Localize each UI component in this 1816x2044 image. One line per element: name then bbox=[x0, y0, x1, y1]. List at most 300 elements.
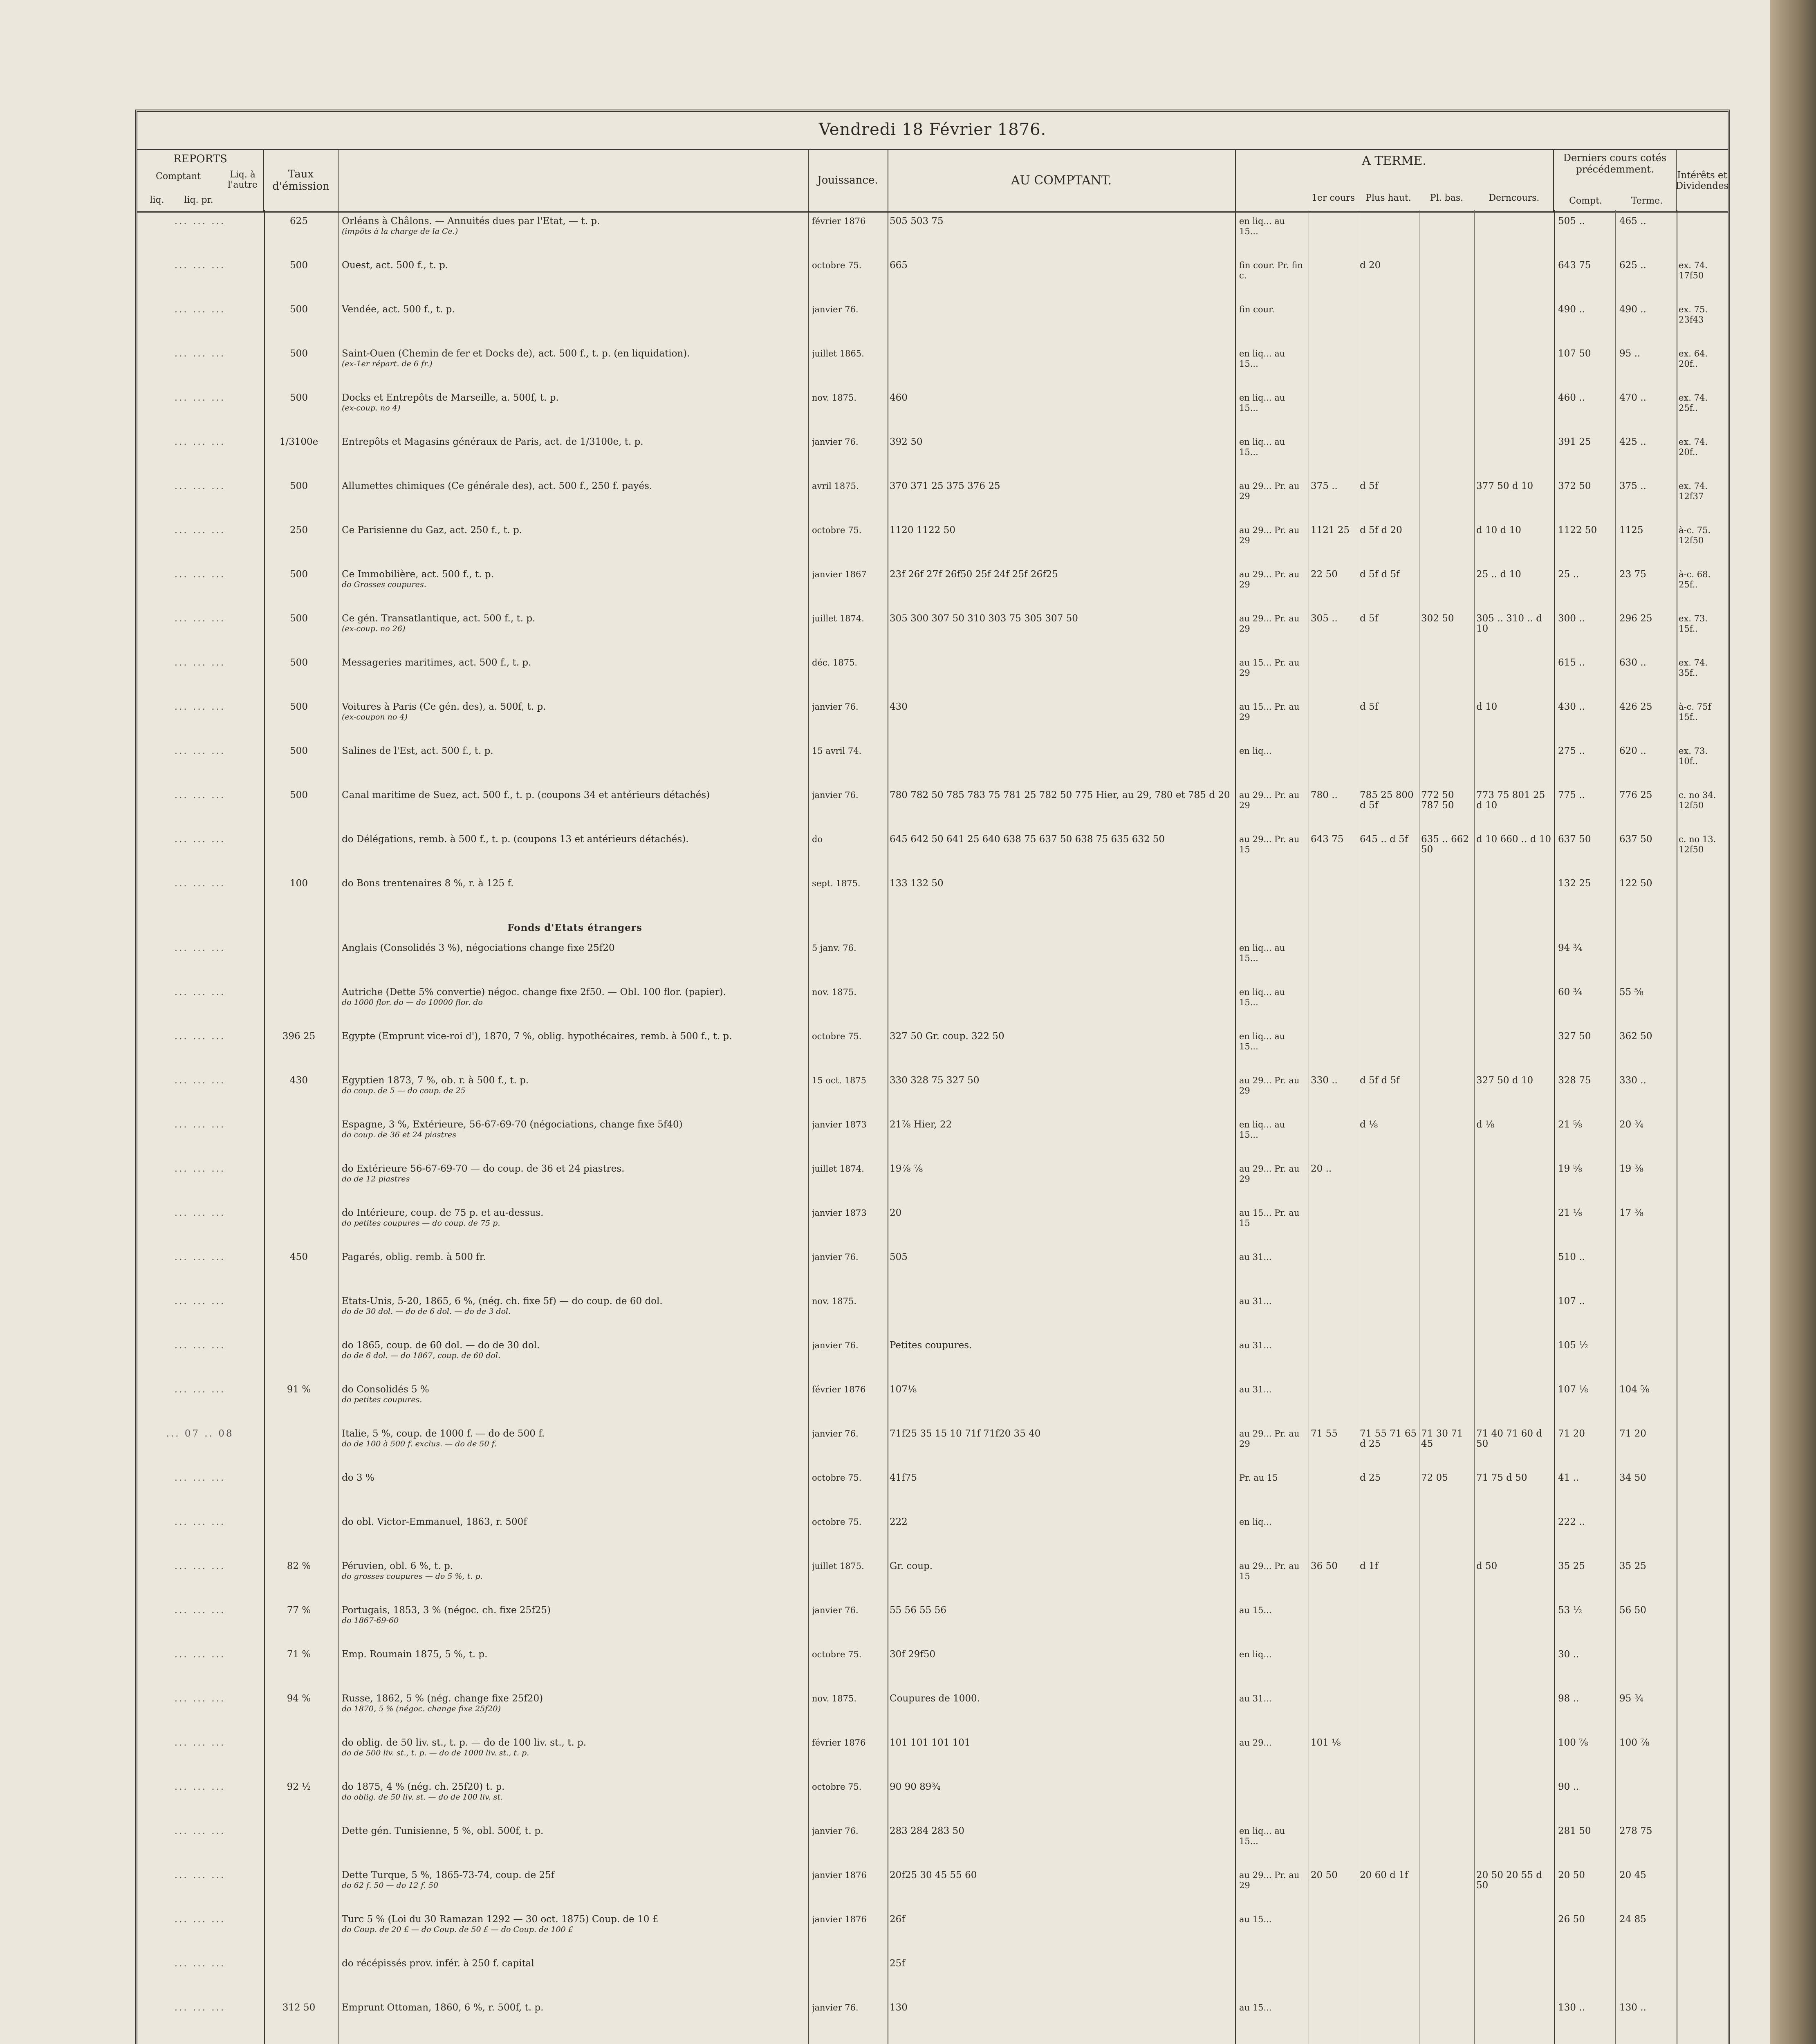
reports-cell: ... ... ... bbox=[174, 305, 226, 315]
jouissance-cell: janvier 1876 bbox=[812, 1870, 867, 1880]
description-cell bbox=[342, 2003, 808, 2044]
prev-comptant-cell: 71 20 bbox=[1558, 1429, 1585, 1439]
high-price-cell bbox=[1360, 1031, 1417, 1076]
security-name: do oblig. de 50 liv. st., t. p. — do de 100 liv. st., t. p. bbox=[342, 1738, 587, 1748]
terme-cell: en liq... au 15... bbox=[1239, 1826, 1285, 1846]
last-price-cell bbox=[1476, 1031, 1554, 1076]
low-price-cell bbox=[1421, 1208, 1472, 1252]
taux-cell: 500 bbox=[290, 746, 308, 756]
dividend-cell: ex. 74. 35f.. bbox=[1679, 658, 1708, 678]
dividend-cell bbox=[1679, 1076, 1726, 1120]
prev-comptant-cell: 105 ½ bbox=[1558, 1340, 1588, 1351]
low-price-cell bbox=[1421, 260, 1472, 305]
reports-cell: ... ... ... bbox=[174, 1826, 226, 1836]
dividend-cell bbox=[1679, 1031, 1726, 1076]
comptant-cell: 20f25 30 45 55 60 bbox=[890, 1870, 977, 1880]
prev-comptant-cell: 505 .. bbox=[1558, 216, 1585, 226]
comptant-cell: 25f bbox=[890, 1959, 905, 1969]
reports-cell: ... ... ... bbox=[174, 481, 226, 491]
high-price-cell bbox=[1360, 1252, 1417, 1296]
last-price-cell bbox=[1476, 1605, 1554, 1650]
high-price-cell bbox=[1360, 746, 1417, 790]
high-price-cell bbox=[1360, 1340, 1417, 1385]
last-price-cell bbox=[1476, 746, 1554, 790]
dividend-cell bbox=[1679, 1650, 1726, 1694]
prev-comptant-cell: 41 .. bbox=[1558, 1473, 1579, 1483]
reports-cell: ... ... ... bbox=[174, 1473, 226, 1483]
high-price-cell: 20 60 d 1f bbox=[1360, 1870, 1408, 1880]
section-heading-label: Fonds d'Etats étrangers bbox=[507, 923, 642, 933]
last-price-cell bbox=[1476, 1694, 1554, 1738]
prev-terme-cell: 490 .. bbox=[1619, 305, 1646, 315]
table-row bbox=[137, 879, 1728, 923]
low-price-cell bbox=[1421, 1914, 1472, 1959]
description-cell bbox=[342, 216, 808, 260]
security-name: Emprunt Ottoman, 1860, 6 %, r. 500f, t. p. bbox=[342, 2003, 544, 2013]
security-name: Ouest, act. 500 f., t. p. bbox=[342, 260, 448, 271]
low-price-cell bbox=[1421, 1517, 1472, 1561]
last-price-cell bbox=[1476, 437, 1554, 481]
jouissance-cell: juillet 1865. bbox=[812, 349, 864, 359]
taux-cell: 625 bbox=[290, 216, 308, 226]
prev-terme-cell: 95 .. bbox=[1619, 349, 1641, 359]
prev-comptant-cell: 391 25 bbox=[1558, 437, 1591, 447]
table-row bbox=[137, 1031, 1728, 1076]
security-note: do Grosses coupures. bbox=[342, 580, 426, 589]
last-price-cell bbox=[1476, 879, 1554, 923]
dividend-cell bbox=[1679, 216, 1726, 260]
terme-cell: au 29... Pr. au 29 bbox=[1239, 1164, 1300, 1184]
description-cell bbox=[342, 1959, 808, 2003]
comptant-cell: 41f75 bbox=[890, 1473, 917, 1483]
last-price-cell bbox=[1476, 2003, 1554, 2044]
terme-header: Terme. bbox=[1631, 196, 1663, 206]
jouissance-cell: nov. 1875. bbox=[812, 1694, 857, 1703]
terme-cell: au 31... bbox=[1239, 1385, 1272, 1394]
prev-comptant-cell: 107 50 bbox=[1558, 349, 1591, 359]
comptant-cell: 71f25 35 15 10 71f 71f20 35 40 bbox=[890, 1429, 1041, 1439]
a-terme-header: A TERME. bbox=[1235, 150, 1554, 211]
high-price-cell bbox=[1360, 1826, 1417, 1870]
security-note: do oblig. de 50 liv. st. — do de 100 liv. st. bbox=[342, 1793, 503, 1802]
terme-cell: en liq... au 15... bbox=[1239, 943, 1285, 963]
table-row bbox=[137, 1252, 1728, 1296]
security-name: Anglais (Consolidés 3 %), négociations change fixe 25f20 bbox=[342, 943, 615, 953]
security-name: Autriche (Dette 5% convertie) négoc. change fixe 2f50. — Obl. 100 flor. (papier). bbox=[342, 987, 726, 997]
security-note: do petites coupures. bbox=[342, 1395, 422, 1404]
first-price-cell bbox=[1311, 216, 1356, 260]
table-row bbox=[137, 1164, 1728, 1208]
terme-cell: fin cour. bbox=[1239, 305, 1275, 314]
terme-cell: au 29... Pr. au 29 bbox=[1239, 1870, 1300, 1890]
terme-cell: au 31... bbox=[1239, 1296, 1272, 1306]
last-price-cell: d 10 d 10 bbox=[1476, 525, 1521, 536]
prev-comptant-cell: 19 ⅝ bbox=[1558, 1164, 1582, 1174]
security-note: do Coup. de 20 £ — do Coup. de 50 £ — do Coup. de 100 £ bbox=[342, 1925, 573, 1934]
table-row bbox=[137, 1385, 1728, 1429]
comptant-cell bbox=[890, 746, 1233, 790]
prev-comptant-cell: 222 .. bbox=[1558, 1517, 1585, 1527]
listing-rows bbox=[137, 216, 1728, 2044]
first-price-cell bbox=[1311, 987, 1356, 1031]
prev-terme-cell: 470 .. bbox=[1619, 393, 1646, 403]
jouissance-cell: janvier 1876 bbox=[812, 1914, 867, 1924]
derniers-cours-header: Derniers cours cotés précédemment. bbox=[1554, 150, 1677, 211]
terme-cell: en liq... au 15... bbox=[1239, 349, 1285, 369]
security-name: Allumettes chimiques (Ce générale des), act. 500 f., 250 f. payés. bbox=[342, 481, 652, 491]
security-note: (ex-coup. no 26) bbox=[342, 624, 406, 633]
reports-cell: ... ... ... bbox=[174, 790, 226, 800]
liq-header: liq. bbox=[150, 195, 164, 205]
security-note: (impôts à la charge de la Ce.) bbox=[342, 227, 458, 236]
security-note: do de 6 dol. — do 1867, coup. de 60 dol. bbox=[342, 1351, 501, 1360]
terme-cell: au 29... Pr. au 29 bbox=[1239, 481, 1300, 501]
comptant-cell bbox=[890, 943, 1233, 987]
prev-comptant-cell: 30 .. bbox=[1558, 1650, 1579, 1660]
compt-header: Compt. bbox=[1569, 196, 1602, 206]
terme-cell: fin cour. Pr. fin c. bbox=[1239, 260, 1303, 280]
dividend-cell bbox=[1679, 1694, 1726, 1738]
description-cell bbox=[342, 1120, 808, 1164]
last-price-cell bbox=[1476, 305, 1554, 349]
taux-cell: 100 bbox=[290, 879, 308, 889]
prev-comptant-cell: 372 50 bbox=[1558, 481, 1591, 491]
description-cell bbox=[342, 1870, 808, 1914]
terme-cell: en liq... au 15... bbox=[1239, 987, 1285, 1007]
last-price-cell: d 10 bbox=[1476, 702, 1498, 712]
last-price-cell: 327 50 d 10 bbox=[1476, 1076, 1534, 1086]
prev-comptant-cell: 615 .. bbox=[1558, 658, 1585, 668]
high-price-cell: 71 55 71 65 d 25 bbox=[1360, 1429, 1417, 1449]
comptant-cell bbox=[890, 349, 1233, 393]
last-price-cell bbox=[1476, 216, 1554, 260]
security-name: Messageries maritimes, act. 500 f., t. p. bbox=[342, 658, 531, 668]
description-cell bbox=[342, 1164, 808, 1208]
high-price-cell bbox=[1360, 393, 1417, 437]
prev-terme-cell: 630 .. bbox=[1619, 658, 1646, 668]
date-heading: Vendredi 18 Février 1876. bbox=[818, 120, 1047, 139]
security-name: Ce gén. Transatlantique, act. 500 f., t. p. bbox=[342, 614, 536, 624]
plus-haut-header: Plus haut. bbox=[1365, 193, 1411, 203]
reports-cell: ... ... ... bbox=[174, 1914, 226, 1925]
table-row bbox=[137, 393, 1728, 437]
jouissance-cell: janvier 1867 bbox=[812, 569, 867, 579]
reports-cell: ... ... ... bbox=[174, 1782, 226, 1792]
reports-cell: ... ... ... bbox=[174, 1031, 226, 1042]
security-note: (ex-coupon no 4) bbox=[342, 713, 408, 722]
reports-cell: ... ... ... bbox=[174, 702, 226, 712]
description-cell bbox=[342, 746, 808, 790]
reports-cell: ... ... ... bbox=[174, 1120, 226, 1130]
taux-cell: 500 bbox=[290, 349, 308, 359]
dividend-cell bbox=[1679, 1738, 1726, 1782]
last-price-cell bbox=[1476, 393, 1554, 437]
prev-terme-cell: 20 45 bbox=[1619, 1870, 1646, 1880]
terme-cell: Pr. au 15 bbox=[1239, 1473, 1278, 1483]
dividend-cell bbox=[1679, 1959, 1726, 2003]
last-price-cell bbox=[1476, 1738, 1554, 1782]
jouissance-cell: 5 janv. 76. bbox=[812, 943, 856, 953]
table-row bbox=[137, 1914, 1728, 1959]
security-name: Turc 5 % (Loi du 30 Ramazan 1292 — 30 oct. 1875) Coup. de 10 £ bbox=[342, 1914, 659, 1925]
security-name: Pagarés, oblig. remb. à 500 fr. bbox=[342, 1252, 486, 1262]
security-note: do de 12 piastres bbox=[342, 1174, 410, 1183]
high-price-cell bbox=[1360, 216, 1417, 260]
comptant-cell bbox=[890, 658, 1233, 702]
first-price-cell bbox=[1311, 658, 1356, 702]
security-name: Espagne, 3 %, Extérieure, 56-67-69-70 (négociations, change fixe 5f40) bbox=[342, 1120, 683, 1130]
first-price-cell: 375 .. bbox=[1311, 481, 1338, 491]
table-row bbox=[137, 1340, 1728, 1385]
terme-cell: en liq... bbox=[1239, 1517, 1272, 1527]
comptant-cell: 505 bbox=[890, 1252, 908, 1262]
high-price-cell bbox=[1360, 879, 1417, 923]
terme-cell: au 29... Pr. au 29 bbox=[1239, 614, 1300, 634]
security-name: Ce Immobilière, act. 500 f., t. p. bbox=[342, 569, 494, 580]
security-name: do 1875, 4 % (nég. ch. 25f20) t. p. bbox=[342, 1782, 505, 1792]
terme-cell: en liq... au 15... bbox=[1239, 437, 1285, 457]
security-note: do coup. de 36 et 24 piastres bbox=[342, 1130, 457, 1139]
last-price-cell: 20 50 20 55 d 50 bbox=[1476, 1870, 1542, 1891]
prev-terme-cell: 56 50 bbox=[1619, 1605, 1646, 1616]
table-row bbox=[137, 1738, 1728, 1782]
interets-header: Intérêts et Dividendes bbox=[1675, 170, 1729, 191]
low-price-cell bbox=[1421, 658, 1472, 702]
security-name: do obl. Victor-Emmanuel, 1863, r. 500f bbox=[342, 1517, 527, 1527]
last-price-cell bbox=[1476, 1782, 1554, 1826]
terme-cell: en liq... au 15... bbox=[1239, 1120, 1285, 1140]
low-price-cell bbox=[1421, 987, 1472, 1031]
high-price-cell bbox=[1360, 987, 1417, 1031]
prev-comptant-cell: 21 ⅝ bbox=[1558, 1120, 1582, 1130]
reports-cell: ... ... ... bbox=[174, 943, 226, 953]
description-cell bbox=[342, 1738, 808, 1782]
prev-comptant-cell: 132 25 bbox=[1558, 879, 1591, 889]
first-price-cell bbox=[1311, 1782, 1356, 1826]
taux-cell: 77 % bbox=[287, 1605, 311, 1616]
low-price-cell bbox=[1421, 437, 1472, 481]
prev-terme-cell: 465 .. bbox=[1619, 216, 1646, 226]
reports-cell: ... ... ... bbox=[174, 1340, 226, 1351]
security-name: Entrepôts et Magasins généraux de Paris, act. de 1/3100e, t. p. bbox=[342, 437, 643, 447]
dividend-cell bbox=[1679, 1164, 1726, 1208]
terme-cell: en liq... au 15... bbox=[1239, 1031, 1285, 1051]
terme-cell: au 29... Pr. au 29 bbox=[1239, 790, 1300, 810]
security-note: do de 100 à 500 f. exclus. — do de 50 f. bbox=[342, 1439, 497, 1448]
description-cell bbox=[342, 1914, 808, 1959]
high-price-cell bbox=[1360, 1782, 1417, 1826]
security-name: Canal maritime de Suez, act. 500 f., t. p. (coupons 34 et antérieurs détachés) bbox=[342, 790, 710, 800]
prev-terme-cell: 19 ⅜ bbox=[1619, 1164, 1643, 1174]
dividend-cell: ex. 74. 12f37 bbox=[1679, 481, 1708, 501]
comptant-cell bbox=[890, 987, 1233, 1031]
first-price-cell bbox=[1311, 393, 1356, 437]
terme-cell bbox=[1239, 879, 1307, 923]
low-price-cell bbox=[1421, 1959, 1472, 2003]
section-heading bbox=[137, 923, 1728, 943]
table-row bbox=[137, 1429, 1728, 1473]
high-price-cell bbox=[1360, 349, 1417, 393]
last-price-cell bbox=[1476, 1340, 1554, 1385]
prev-terme-cell: 426 25 bbox=[1619, 702, 1652, 712]
prev-terme-cell bbox=[1619, 1782, 1675, 1826]
security-name: Egypte (Emprunt vice-roi d'), 1870, 7 %, oblig. hypothécaires, remb. à 500 f., t. p. bbox=[342, 1031, 732, 1042]
reports-cell: ... 07 .. 08 bbox=[166, 1429, 234, 1439]
prev-terme-cell bbox=[1619, 1252, 1675, 1296]
security-name: Portugais, 1853, 3 % (négoc. ch. fixe 25f25) bbox=[342, 1605, 551, 1616]
dividend-cell: ex. 74. 25f.. bbox=[1679, 393, 1708, 413]
jouissance-cell: janvier 76. bbox=[812, 790, 859, 800]
prev-comptant-cell: 60 ¾ bbox=[1558, 987, 1582, 997]
description-cell bbox=[342, 1473, 808, 1517]
first-price-cell bbox=[1311, 1826, 1356, 1870]
low-price-cell: 71 30 71 45 bbox=[1421, 1429, 1463, 1449]
low-price-cell bbox=[1421, 1252, 1472, 1296]
jouissance-cell: janvier 76. bbox=[812, 702, 859, 712]
security-name: Voitures à Paris (Ce gén. des), a. 500f, t. p. bbox=[342, 702, 546, 712]
table-row bbox=[137, 614, 1728, 658]
reports-cell: ... ... ... bbox=[174, 879, 226, 889]
last-price-cell: d 10 660 .. d 10 bbox=[1476, 834, 1551, 845]
taux-cell bbox=[268, 1870, 330, 1914]
terme-cell: au 29... Pr. au 15 bbox=[1239, 834, 1300, 854]
plus-bas-header: Pl. bas. bbox=[1430, 193, 1464, 203]
comptant-header: Comptant bbox=[156, 171, 201, 182]
table-row bbox=[137, 1870, 1728, 1914]
jouissance-cell: octobre 75. bbox=[812, 525, 862, 535]
comptant-cell: 460 bbox=[890, 393, 908, 403]
dividend-cell bbox=[1679, 1429, 1726, 1473]
table-row bbox=[137, 349, 1728, 393]
security-note: (ex-1er répart. de 6 fr.) bbox=[342, 359, 433, 368]
table-row bbox=[137, 1473, 1728, 1517]
table-row bbox=[137, 1959, 1728, 2003]
low-price-cell bbox=[1421, 305, 1472, 349]
low-price-cell bbox=[1421, 349, 1472, 393]
prev-comptant-cell: 25 .. bbox=[1558, 569, 1579, 580]
description-cell bbox=[342, 437, 808, 481]
first-price-cell bbox=[1311, 1340, 1356, 1385]
jouissance-cell: nov. 1875. bbox=[812, 1296, 857, 1306]
comptant-cell: 283 284 283 50 bbox=[890, 1826, 964, 1836]
jouissance-cell: janvier 76. bbox=[812, 437, 859, 447]
jouissance-cell: janvier 76. bbox=[812, 1252, 859, 1262]
taux-cell bbox=[268, 943, 330, 987]
high-price-cell bbox=[1360, 943, 1417, 987]
prev-comptant-cell: 98 .. bbox=[1558, 1694, 1579, 1704]
table-row bbox=[137, 1782, 1728, 1826]
table-row bbox=[137, 746, 1728, 790]
comptant-cell: 370 371 25 375 376 25 bbox=[890, 481, 1000, 491]
first-price-cell bbox=[1311, 1914, 1356, 1959]
reports-cell: ... ... ... bbox=[174, 658, 226, 668]
jouissance-cell: nov. 1875. bbox=[812, 393, 857, 403]
comptant-cell: Gr. coup. bbox=[890, 1561, 933, 1571]
security-name: do Consolidés 5 % bbox=[342, 1385, 429, 1395]
table-row bbox=[137, 1517, 1728, 1561]
last-price-cell bbox=[1476, 943, 1554, 987]
table-row bbox=[137, 790, 1728, 834]
table-row bbox=[137, 702, 1728, 746]
reports-cell: ... ... ... bbox=[174, 1605, 226, 1616]
comptant-cell: 222 bbox=[890, 1517, 908, 1527]
prev-comptant-cell: 94 ¾ bbox=[1558, 943, 1582, 953]
low-price-cell bbox=[1421, 746, 1472, 790]
table-row bbox=[137, 569, 1728, 614]
low-price-cell bbox=[1421, 569, 1472, 614]
last-price-cell bbox=[1476, 1959, 1554, 2003]
comptant-cell: 130 bbox=[890, 2003, 908, 2013]
high-price-cell bbox=[1360, 2003, 1417, 2044]
last-price-cell bbox=[1476, 1826, 1554, 1870]
taux-cell bbox=[268, 1959, 330, 2003]
security-name: Ce Parisienne du Gaz, act. 250 f., t. p. bbox=[342, 525, 522, 536]
comptant-cell: 327 50 Gr. coup. 322 50 bbox=[890, 1031, 1004, 1042]
prev-comptant-cell: 1122 50 bbox=[1558, 525, 1597, 536]
comptant-cell: 430 bbox=[890, 702, 908, 712]
terme-cell: au 29... Pr. au 29 bbox=[1239, 1076, 1300, 1096]
first-price-cell: 36 50 bbox=[1311, 1561, 1338, 1571]
dividend-cell bbox=[1679, 1473, 1726, 1517]
last-price-cell bbox=[1476, 349, 1554, 393]
security-name: Russe, 1862, 5 % (nég. change fixe 25f20) bbox=[342, 1694, 543, 1704]
first-price-cell bbox=[1311, 1694, 1356, 1738]
table-row bbox=[137, 1208, 1728, 1252]
jouissance-header: Jouissance. bbox=[808, 150, 888, 211]
terme-cell: au 15... bbox=[1239, 1914, 1272, 1924]
description-cell bbox=[342, 1782, 808, 1826]
prev-comptant-cell: 100 ⅞ bbox=[1558, 1738, 1588, 1748]
dividend-cell: à-c. 68. 25f.. bbox=[1679, 569, 1711, 589]
terme-cell: au 15... Pr. au 29 bbox=[1239, 702, 1300, 722]
taux-cell: 92 ½ bbox=[287, 1782, 311, 1792]
prev-terme-cell: 24 85 bbox=[1619, 1914, 1646, 1925]
first-price-cell bbox=[1311, 1473, 1356, 1517]
description-cell bbox=[342, 987, 808, 1031]
table-row bbox=[137, 437, 1728, 481]
high-price-cell: 645 .. d 5f bbox=[1360, 834, 1408, 845]
first-price-cell bbox=[1311, 1959, 1356, 2003]
table-row bbox=[137, 305, 1728, 349]
reports-cell: ... ... ... bbox=[174, 1959, 226, 1969]
dividend-cell bbox=[1679, 1826, 1726, 1870]
description-cell bbox=[342, 1385, 808, 1429]
dividend-cell: ex. 73. 10f.. bbox=[1679, 746, 1708, 766]
description-cell bbox=[342, 834, 808, 879]
comptant-cell: 55 56 55 56 bbox=[890, 1605, 946, 1616]
prev-comptant-cell: 26 50 bbox=[1558, 1914, 1585, 1925]
description-cell bbox=[342, 614, 808, 658]
description-cell bbox=[342, 1826, 808, 1870]
low-price-cell bbox=[1421, 1561, 1472, 1605]
description-header bbox=[338, 150, 809, 211]
first-price-cell bbox=[1311, 746, 1356, 790]
low-price-cell bbox=[1421, 1120, 1472, 1164]
first-price-cell: 20 50 bbox=[1311, 1870, 1338, 1880]
security-note: do 1867-69-60 bbox=[342, 1616, 399, 1625]
prev-terme-cell: 95 ¾ bbox=[1619, 1694, 1643, 1704]
high-price-cell bbox=[1360, 1959, 1417, 2003]
reports-cell: ... ... ... bbox=[174, 2003, 226, 2013]
liq-autre-header: Liq. à l'autre bbox=[228, 170, 258, 190]
prev-comptant-cell: 35 25 bbox=[1558, 1561, 1585, 1571]
security-name: Saint-Ouen (Chemin de fer et Docks de), act. 500 f., t. p. (en liquidation). bbox=[342, 349, 690, 359]
comptant-cell bbox=[890, 1296, 1233, 1340]
jouissance-cell: janvier 1873 bbox=[812, 1120, 867, 1130]
prev-comptant-cell: 107 ⅛ bbox=[1558, 1385, 1588, 1395]
low-price-cell bbox=[1421, 1164, 1472, 1208]
prev-terme-cell: 625 .. bbox=[1619, 260, 1646, 271]
